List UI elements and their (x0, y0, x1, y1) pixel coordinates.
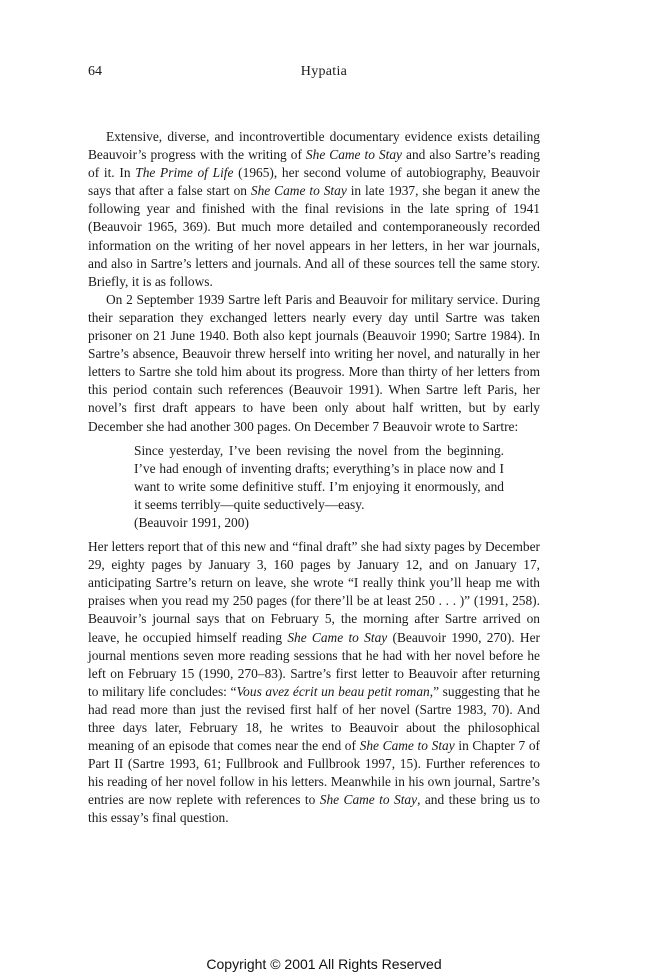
paragraph-2: On 2 September 1939 Sartre left Paris and Beauvoir for military service. During their separation they exchanged letters nearly every day until Sartre was taken prisoner on 21 June 1940. Both also kept journals (Beauvoir 1990; Sartre 1984). In Sartre’s absence, Beauvoir threw herself into writing her novel, and naturally in her letters to Sartre she told him about its progress. More than thirty of her letters from this period contain such references (Beauvoir 1991). When Sartre left Paris, her novel’s first draft appears to have been only about half written, but by early December she had another 300 pages. On December 7 Beauvoir wrote to Sartre: (88, 291, 540, 434)
italic-title: The Prime of Life (135, 165, 234, 181)
copyright-footer: Copyright © 2001 All Rights Reserved (206, 956, 442, 972)
italic-title: She Came to Stay (319, 792, 418, 808)
block-quote (134, 442, 504, 532)
italic-title: She Came to Stay (305, 147, 402, 163)
quote-citation: (Beauvoir 1991, 200) (134, 514, 249, 530)
page-number: 64 (88, 64, 102, 79)
paragraph-3: Her letters report that of this new and “final draft” she had sixty pages by December 29, eighty pages by January 3, 160 pages by January 12, and on January 17, anticipating Sartre’s return on leave, she wrote “I really think you’ll heap me with praises when you read my 250 pages (for there’ll be at least 250 . . . )” (1991, 258). Beauvoir’s journal says that on February 5, the morning after Sartre arrived on leave, he occupied himself reading She Came to Stay (Beauvoir 1990, 270). Her journal mentions seven more reading sessions that he had with her novel before he left on February 15 (1990, 270–83). Sartre’s first letter to Beauvoir after returning to military life concludes: “Vous avez écrit un beau petit roman,” suggesting that he had read more than just the revised first half of her novel (Sartre 1983, 70). And three days later, February 18, he writes to Beauvoir about the philosophical meaning of an episode that comes near the end of She Came to Stay in Chapter 7 of Part II (Sartre 1993, 61; Fullbrook and Fullbrook 1997, 15). Further references to his reading of her novel follow in his letters. Meanwhile in his own journal, Sartre’s entries are now replete with references to She Came to Stay, and these bring us to this essay’s final question. (88, 539, 541, 826)
paragraph-1: Extensive, diverse, and incontrovertible documentary evidence exists detailing Beauvoir’s progress with the writing of She Came to Stay and also Sartre’s reading of it. In The Prime of Life (1965), her second volume of autobiography, Beauvoir says that after a false start on She Came to Stay in late 1937, she began it anew the following year and finished with the final revisions in the late spring of 1941 (Beauvoir 1965, 369). But much more detailed and contemporaneously recorded information on the writing of her novel appears in her letters, in her war journals, and also in Sartre’s letters and journals. And all of these sources tell the same story. Briefly, it is as follows. (88, 129, 541, 289)
running-head: Hypatia (300, 64, 348, 79)
italic-title: She Came to Stay (287, 629, 388, 645)
italic-title: She Came to Stay (250, 183, 347, 199)
quote-text: Since yesterday, I’ve been revising the novel from the beginning. I’ve had enough of inventing drafts; everything’s in place now and I want to write some definitive stuff. I’m enjoying it enormously, and it seems terribly—quite seductively—easy. (134, 442, 504, 512)
italic-title: She Came to Stay (359, 738, 455, 754)
italic-title: Vous avez écrit un beau petit roman (236, 683, 430, 699)
article-body (88, 128, 540, 828)
